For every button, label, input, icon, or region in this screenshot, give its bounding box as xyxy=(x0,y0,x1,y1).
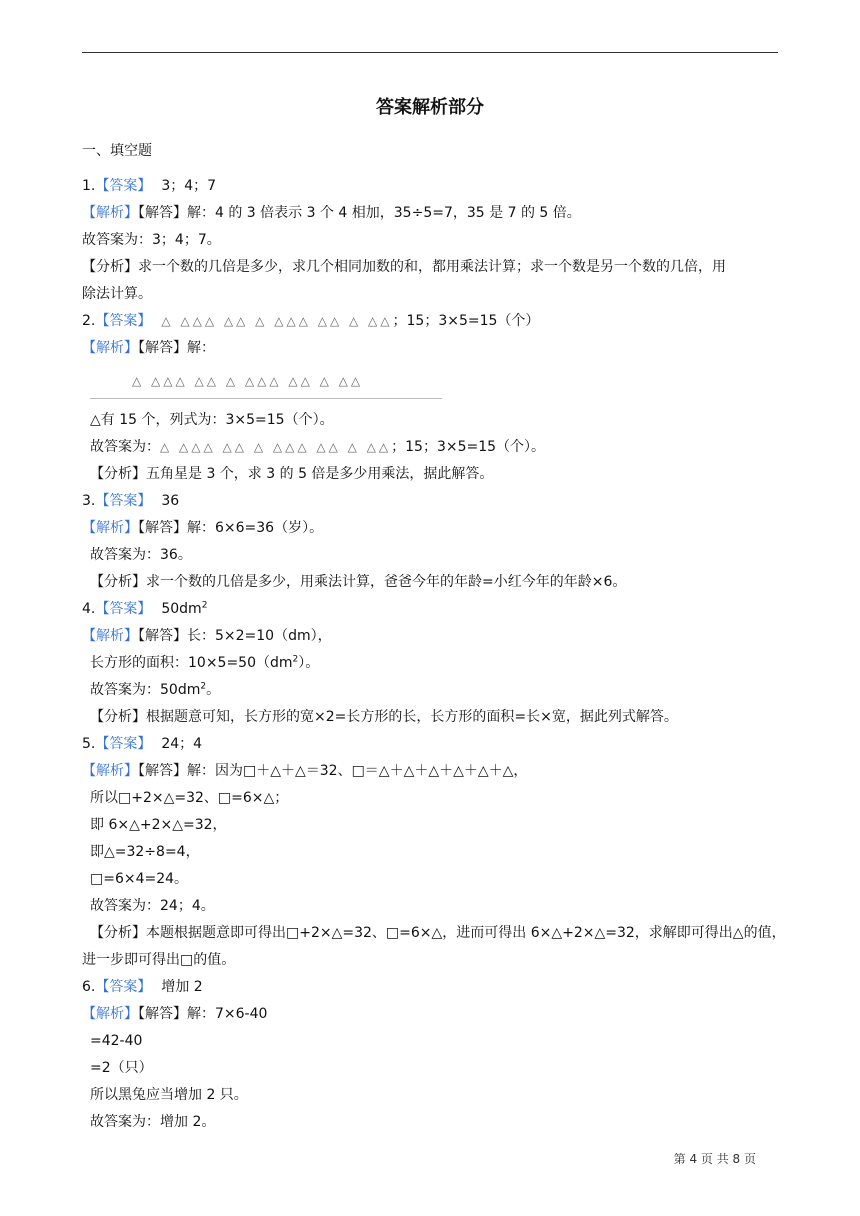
analysis-tag: 【解析】 xyxy=(82,1006,138,1022)
q4-fenxi: 【分析】根据题意可知，长方形的宽×2=长方形的长，长方形的面积=长×宽，据此列式解答。 xyxy=(90,709,678,725)
q6-line1: =42-40 xyxy=(90,1033,143,1049)
q5-line3: 即△=32÷8=4， xyxy=(90,844,200,860)
section-heading: 一、填空题 xyxy=(82,143,152,159)
answer-tag: 【答案】 xyxy=(95,979,152,995)
q5-fenxi-1: 【分析】本题根据题意即可得出□+2×△=32、□=6×△，进而可得出 6×△+2×△=32，求解即可得出△的值， xyxy=(90,925,786,941)
q3-fenxi: 【分析】求一个数的几倍是多少，用乘法计算，爸爸今年的年龄=小红今年的年龄×6。 xyxy=(90,574,627,590)
q6-line2: =2（只） xyxy=(90,1060,153,1076)
q2-line1: △有 15 个，列式为：3×5=15（个）。 xyxy=(90,412,334,428)
page-footer: 第 4 页 共 8 页 xyxy=(673,1152,756,1166)
q2-final: 故答案为：△ △△△ △△ △ △△△ △△ △ △△；15；3×5=15（个）。 xyxy=(90,439,546,455)
q6-solution: 【解析】【解答】解：7×6-40 xyxy=(82,1006,268,1022)
q2-solution: 【解析】【解答】解： xyxy=(82,340,215,356)
q3-final: 故答案为：36。 xyxy=(90,547,192,563)
analysis-tag: 【解析】 xyxy=(82,520,138,536)
q4-final: 故答案为：$50dm^2$。 xyxy=(90,681,221,698)
answer-tag: 【答案】 xyxy=(95,601,152,617)
q3-solution: 【解析】【解答】解：6×6=36（岁）。 xyxy=(82,520,324,536)
analysis-tag: 【解析】 xyxy=(82,340,138,356)
q4-answer-line: 4.【答案】 $50dm^2$ xyxy=(82,600,208,617)
triangles-figure: △ △△△ △△ △ △△△ △△ △ △△ xyxy=(160,440,392,454)
q5-line2: 即 6×△+2×△=32， xyxy=(90,817,227,833)
q1-fenxi-1: 【分析】求一个数的几倍是多少，求几个相同加数的和，都用乘法计算；求一个数是另一个数的几倍，用 xyxy=(82,259,726,275)
q1-solution: 【解析】【解答】解：4 的 3 倍表示 3 个 4 相加，35÷5=7，35 是 7 的 5 倍。 xyxy=(82,205,581,221)
q4-answer: 50dm xyxy=(161,601,202,617)
q6-answer-line: 6.【答案】 增加 2 xyxy=(82,979,203,995)
q1-answer: 3；4；7 xyxy=(161,178,217,194)
analysis-tag: 【解析】 xyxy=(82,763,138,779)
q6-answer: 增加 2 xyxy=(161,979,203,995)
q5-answer-line: 5.【答案】 24；4 xyxy=(82,736,203,752)
q5-fenxi-2: 进一步即可得出□的值。 xyxy=(82,952,236,968)
q1-fenxi-2: 除法计算。 xyxy=(82,286,152,302)
q5-answer: 24；4 xyxy=(161,736,203,752)
q5-line1: 所以□+2×△=32、□=6×△； xyxy=(90,790,289,806)
q4-line1: 长方形的面积：$10\times 5=50(dm^2)$。 xyxy=(90,654,320,671)
q1-answer-line: 1.【答案】 3；4；7 xyxy=(82,178,217,194)
q3-answer: 36 xyxy=(161,493,180,509)
q2-answer-line: 2.【答案】 △ △△△ △△ △ △△△ △△ △ △△；15；3×5=15（个） xyxy=(82,313,540,329)
q4-solution: 【解析】【解答】长：5×2=10（dm）， xyxy=(82,628,332,644)
page-title: 答案解析部分 xyxy=(376,97,484,118)
answer-tag: 【答案】 xyxy=(95,313,152,329)
q5-line4: □=6×4=24。 xyxy=(90,871,189,887)
q5-solution: 【解析】【解答】解：因为□＋△＋△＝32、□＝△＋△＋△＋△＋△＋△， xyxy=(82,763,528,779)
answer-tag: 【答案】 xyxy=(95,178,152,194)
q6-final: 故答案为：增加 2。 xyxy=(90,1114,216,1130)
q5-final: 故答案为：24；4。 xyxy=(90,898,215,914)
header-rule xyxy=(82,52,778,53)
answer-tag: 【答案】 xyxy=(95,493,152,509)
triangles-diagram: △ △△△ △△ △ △△△ △△ △ △△ xyxy=(132,374,364,388)
q3-answer-line: 3.【答案】 36 xyxy=(82,493,180,509)
q2-fenxi: 【分析】五角星是 3 个，求 3 的 5 倍是多少用乘法，据此解答。 xyxy=(90,466,494,482)
triangles-figure: △ △△△ △△ △ △△△ △△ △ △△ xyxy=(161,314,393,328)
answer-tag: 【答案】 xyxy=(95,736,152,752)
diagram-underline xyxy=(90,398,442,399)
q1-final: 故答案为：3；4；7。 xyxy=(82,232,221,248)
analysis-tag: 【解析】 xyxy=(82,205,138,221)
analysis-tag: 【解析】 xyxy=(82,628,138,644)
q6-line3: 所以黑兔应当增加 2 只。 xyxy=(90,1087,248,1103)
